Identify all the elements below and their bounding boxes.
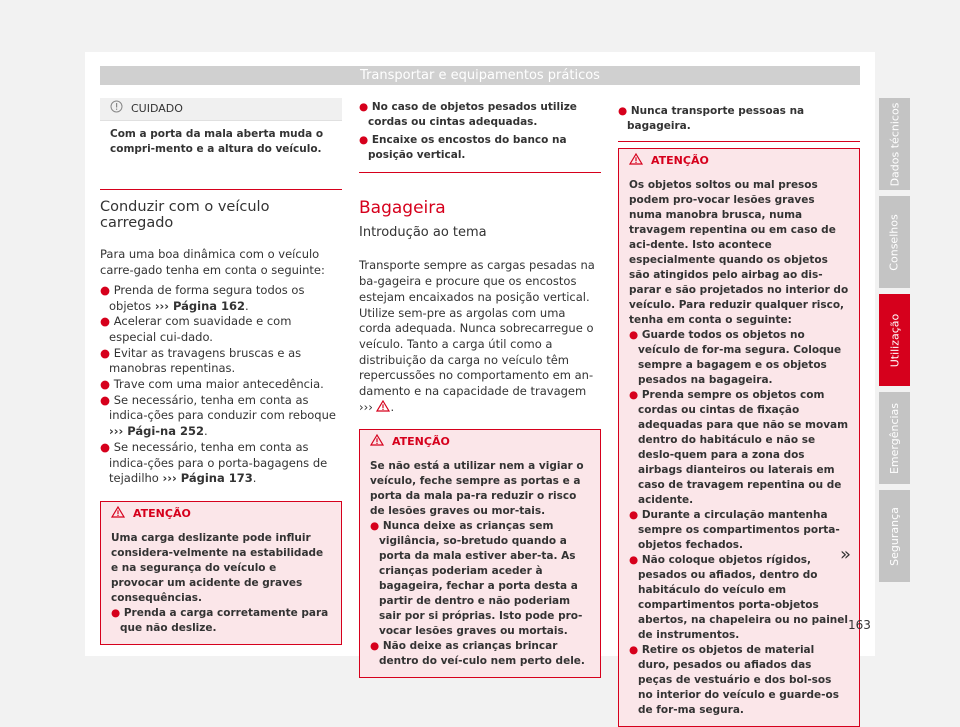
warning-body: [101, 525, 341, 644]
warning-triangle-icon: [376, 400, 390, 414]
list-item: ● Retire os objetos de material duro, pesados ou afiados das peças de vestuário e dos bol-sos no interior do veículo e guarde-os de for-ma segura.: [629, 644, 839, 716]
column-1: [100, 98, 342, 645]
warning-body: [360, 453, 600, 677]
list-item: ● Encaixe os encostos do banco na posição vertical.: [359, 134, 567, 161]
caution-box: [100, 98, 342, 165]
warning-box: [359, 429, 601, 678]
list-item: ● Prenda sempre os objetos com cordas ou cintas de fixação adequadas para que não se movam dentro do habitáculo e não se deslo-quem para a zona dos airbags dianteiros ou laterais em caso de travagem repentina ou de acidente.: [629, 389, 849, 506]
list-item: ● Nunca transporte pessoas na bagageira.: [618, 105, 805, 132]
warning-box: [100, 501, 342, 645]
tab-utilizacao[interactable]: Utilização: [879, 294, 910, 386]
page-header: Transportar e equipamentos práticos: [100, 66, 860, 85]
list-item: ● Prenda a carga corretamente para que não deslize.: [111, 606, 329, 634]
tab-conselhos[interactable]: Conselhos: [879, 196, 910, 288]
list-item: ● Durante a circulação mantenha sempre os compartimentos porta-objetos fechados.: [629, 509, 840, 551]
intro-text: Para uma boa dinâmica com o veículo carre-gado tenha em conta o seguinte:: [100, 247, 325, 278]
warning-text: Se não está a utilizar nem a vigiar o veículo, feche sempre as portas e a porta da mala pa-ra reduzir o risco de lesões graves ou mor-tais.: [370, 460, 584, 518]
subsection-heading: Introdução ao tema: [359, 224, 487, 240]
tab-emergencias[interactable]: Emergências: [879, 392, 910, 484]
warning-head: [360, 430, 600, 453]
page-link[interactable]: ››› Pági-na 252: [109, 424, 205, 439]
column-3: [618, 98, 860, 727]
warning-text: Uma carga deslizante pode influir considera-velmente na estabilidade e na segurança do veículo e provocar um acidente de graves consequências.: [111, 531, 324, 604]
warning-triangle-icon: [111, 506, 125, 522]
page-number: 163: [848, 618, 871, 632]
tab-dados-tecnicos[interactable]: Dados técnicos: [879, 98, 910, 190]
list-item: ● Prenda de forma segura todos os objetos ››› Página 162.: [100, 282, 305, 313]
section-heading: Bagageira: [359, 198, 446, 218]
list-item: ● Trave com uma maior antecedência.: [100, 377, 324, 392]
list-item: ● Se necessário, tenha em conta as indica-ções para o porta-bagagens de tejadilho ››› Página 173.: [100, 439, 328, 486]
page-link[interactable]: ››› Página 162: [154, 298, 246, 313]
list-item: ● Se necessário, tenha em conta as indica-ções para conduzir com reboque ››› Pági-na 252.: [100, 392, 336, 439]
warning-triangle-icon: [629, 153, 643, 169]
intro-paragraph: Transporte sempre as cargas pesadas na ba-gageira e procure que os encostos estejam encaixados na posição vertical. Utilize sem-pre as argolas com uma corda adequada. Nunca sobrecarregue o veículo. Tanto a carga útil como a distribuição da carga no veículo têm repercussões no comportamento em an-damento e na capacidade de travagem ››› .: [359, 258, 595, 414]
list-item: ● Não deixe as crianças brincar dentro do veí-culo nem perto dele.: [370, 640, 585, 668]
list-item: ● Evitar as travagens bruscas e as manobras repentinas.: [100, 345, 302, 376]
info-circle-icon: [110, 100, 123, 118]
list-item: ● Nunca deixe as crianças sem vigilância, so-bretudo quando a porta da mala estiver aber-ta. As crianças poderiam aceder à bagageira, fechar a porta desta a partir de dentro e não poderiam sair por si próprias. Isto pode pro-vocar lesões graves ou mortais.: [370, 520, 583, 638]
warning-head: [619, 149, 859, 172]
caution-text: Com a porta da mala aberta muda o compri-mento e a altura do veículo.: [100, 121, 342, 165]
warning-body: [619, 172, 859, 726]
warning-head: [101, 502, 341, 525]
warning-triangle-icon: [370, 434, 384, 450]
caution-head: [100, 98, 342, 121]
caution-label: CUIDADO: [131, 102, 183, 116]
warning-box: [618, 148, 860, 727]
warning-text: Os objetos soltos ou mal presos podem pro-vocar lesões graves numa manobra brusca, numa travagem repentina ou em caso de aci-dente. Isto acontece especialmente quando os objetos são atingidos pelo airbag ao dis-parar e são projetados no interior do veículo. Para reduzir qualquer risco, tenha em conta o seguinte:: [629, 179, 849, 326]
continue-marker: »: [840, 544, 852, 565]
list-item: ● No caso de objetos pesados utilize cordas ou cintas adequadas.: [359, 101, 577, 128]
list-item: ● Guarde todos os objetos no veículo de for-ma segura. Coloque sempre a bagagem e os objetos pesados na bagageira.: [629, 329, 842, 386]
column-2: [359, 98, 601, 678]
list-item: ● Acelerar com suavidade e com especial cui-dado.: [100, 314, 292, 344]
warning-label: ATENÇÃO: [651, 153, 709, 167]
warning-label: ATENÇÃO: [133, 506, 191, 520]
list-item: ● Não coloque objetos rígidos, pesados ou afiados, dentro do habitáculo do veículo em compartimentos porta-objetos abertos, na chapeleira ou no painel de instrumentos.: [629, 554, 848, 641]
section-title: Conduzir com o veículo carregado: [100, 189, 342, 241]
tab-seguranca[interactable]: Segurança: [879, 490, 910, 582]
warning-label: ATENÇÃO: [392, 435, 450, 449]
page-link[interactable]: ››› Página 173: [162, 471, 253, 486]
